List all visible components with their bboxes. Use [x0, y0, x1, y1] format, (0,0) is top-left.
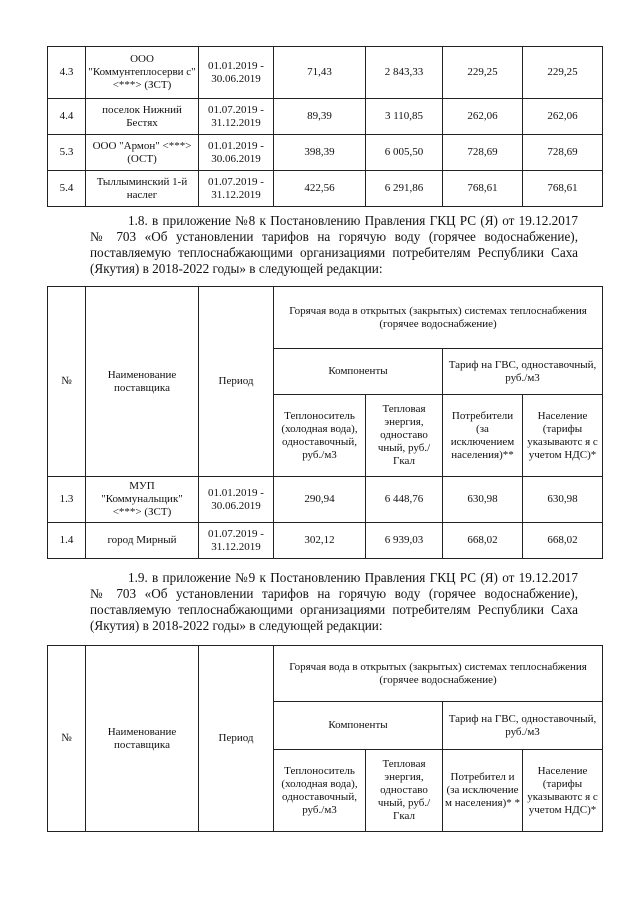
consumers-tariff: 229,25: [443, 47, 523, 99]
heat-energy-value: 6 939,03: [366, 523, 443, 559]
heat-carrier-value: 302,12: [274, 523, 366, 559]
consumers-tariff: 262,06: [443, 99, 523, 135]
period: 01.07.2019 - 31.12.2019: [199, 99, 274, 135]
heat-energy-value: 6 005,50: [366, 135, 443, 171]
population-tariff: 668,02: [523, 523, 603, 559]
tariff-table-appendix-8: [47, 286, 603, 559]
supplier-name: поселок Нижний Бестях: [86, 99, 199, 135]
consumers-tariff: 728,69: [443, 135, 523, 171]
supplier-name: город Мирный: [86, 523, 199, 559]
header-period: Период: [199, 287, 274, 477]
row-number: 1.3: [48, 477, 86, 523]
heat-energy-value: 6 291,86: [366, 171, 443, 207]
header-heat-carrier: Теплоноситель (холодная вода), одноставочный, руб./м3: [274, 395, 366, 477]
header-number: №: [48, 646, 86, 832]
heat-energy-value: 3 110,85: [366, 99, 443, 135]
table-row: [48, 135, 603, 171]
period: 01.01.2019 - 30.06.2019: [199, 477, 274, 523]
header-components: Компоненты: [274, 349, 443, 395]
tariff-table-continued: [47, 46, 603, 207]
header-consumers: Потребители (за исключением населения)**: [443, 395, 523, 477]
population-tariff: 630,98: [523, 477, 603, 523]
header-supplier-name: Наименование поставщика: [86, 287, 199, 477]
header-heat-energy: Тепловая энергия, одноставо чный, руб./Гкал: [366, 395, 443, 477]
heat-carrier-value: 89,39: [274, 99, 366, 135]
header-tariff: Тариф на ГВС, одноставочный, руб./м3: [443, 702, 603, 750]
period: 01.07.2019 - 31.12.2019: [199, 171, 274, 207]
supplier-name: МУП "Коммунальщик" <***> (ЗСТ): [86, 477, 199, 523]
population-tariff: 229,25: [523, 47, 603, 99]
heat-energy-value: 2 843,33: [366, 47, 443, 99]
heat-energy-value: 6 448,76: [366, 477, 443, 523]
row-number: 5.4: [48, 171, 86, 207]
consumers-tariff: 768,61: [443, 171, 523, 207]
heat-carrier-value: 398,39: [274, 135, 366, 171]
consumers-tariff: 668,02: [443, 523, 523, 559]
header-hot-water-group: Горячая вода в открытых (закрытых) системах теплоснабжения (горячее водоснабжение): [274, 287, 603, 349]
consumers-tariff: 630,98: [443, 477, 523, 523]
row-number: 4.4: [48, 99, 86, 135]
table-row: [48, 477, 603, 523]
header-supplier-name: Наименование поставщика: [86, 646, 199, 832]
heat-carrier-value: 290,94: [274, 477, 366, 523]
header-hot-water-group: Горячая вода в открытых (закрытых) системах теплоснабжения (горячее водоснабжение): [274, 646, 603, 702]
tariff-table-appendix-9: [47, 645, 603, 832]
supplier-name: ООО "Коммунтеплосерви с" <***> (ЗСТ): [86, 47, 199, 99]
row-number: 4.3: [48, 47, 86, 99]
paragraph-1-9: 1.9. в приложение №9 к Постановлению Правления ГКЦ РС (Я) от 19.12.2017 № 703 «Об установлении тарифов на горячую воду (горячее водоснабжение), поставляемую теплоснабжающими организациями потребителям Республики Саха (Якутия) в 2018-2022 годы» в следующей редакции:: [90, 570, 578, 633]
header-consumers: Потребител и (за исключение м населения)* *: [443, 750, 523, 832]
population-tariff: 728,69: [523, 135, 603, 171]
heat-carrier-value: 422,56: [274, 171, 366, 207]
table-row: [48, 47, 603, 99]
period: 01.07.2019 - 31.12.2019: [199, 523, 274, 559]
table-row: [48, 171, 603, 207]
header-heat-carrier: Теплоноситель (холодная вода), одноставочный, руб./м3: [274, 750, 366, 832]
header-period: Период: [199, 646, 274, 832]
header-population: Население (тарифы указываютс я с учетом НДС)*: [523, 395, 603, 477]
heat-carrier-value: 71,43: [274, 47, 366, 99]
row-number: 5.3: [48, 135, 86, 171]
row-number: 1.4: [48, 523, 86, 559]
population-tariff: 768,61: [523, 171, 603, 207]
period: 01.01.2019 - 30.06.2019: [199, 47, 274, 99]
header-tariff: Тариф на ГВС, одноставочный, руб./м3: [443, 349, 603, 395]
table-row: [48, 99, 603, 135]
table-row: [48, 523, 603, 559]
period: 01.01.2019 - 30.06.2019: [199, 135, 274, 171]
header-population: Население (тарифы указываютс я с учетом НДС)*: [523, 750, 603, 832]
supplier-name: ООО "Армон" <***> (ОСТ): [86, 135, 199, 171]
header-number: №: [48, 287, 86, 477]
population-tariff: 262,06: [523, 99, 603, 135]
header-components: Компоненты: [274, 702, 443, 750]
supplier-name: Тыллыминский 1-й наслег: [86, 171, 199, 207]
header-heat-energy: Тепловая энергия, одноставо чный, руб./Гкал: [366, 750, 443, 832]
paragraph-1-8: 1.8. в приложение №8 к Постановлению Правления ГКЦ РС (Я) от 19.12.2017 № 703 «Об установлении тарифов на горячую воду (горячее водоснабжение), поставляемую теплоснабжающими организациями потребителям Республики Саха (Якутия) в 2018-2022 годы» в следующей редакции:: [90, 213, 578, 276]
